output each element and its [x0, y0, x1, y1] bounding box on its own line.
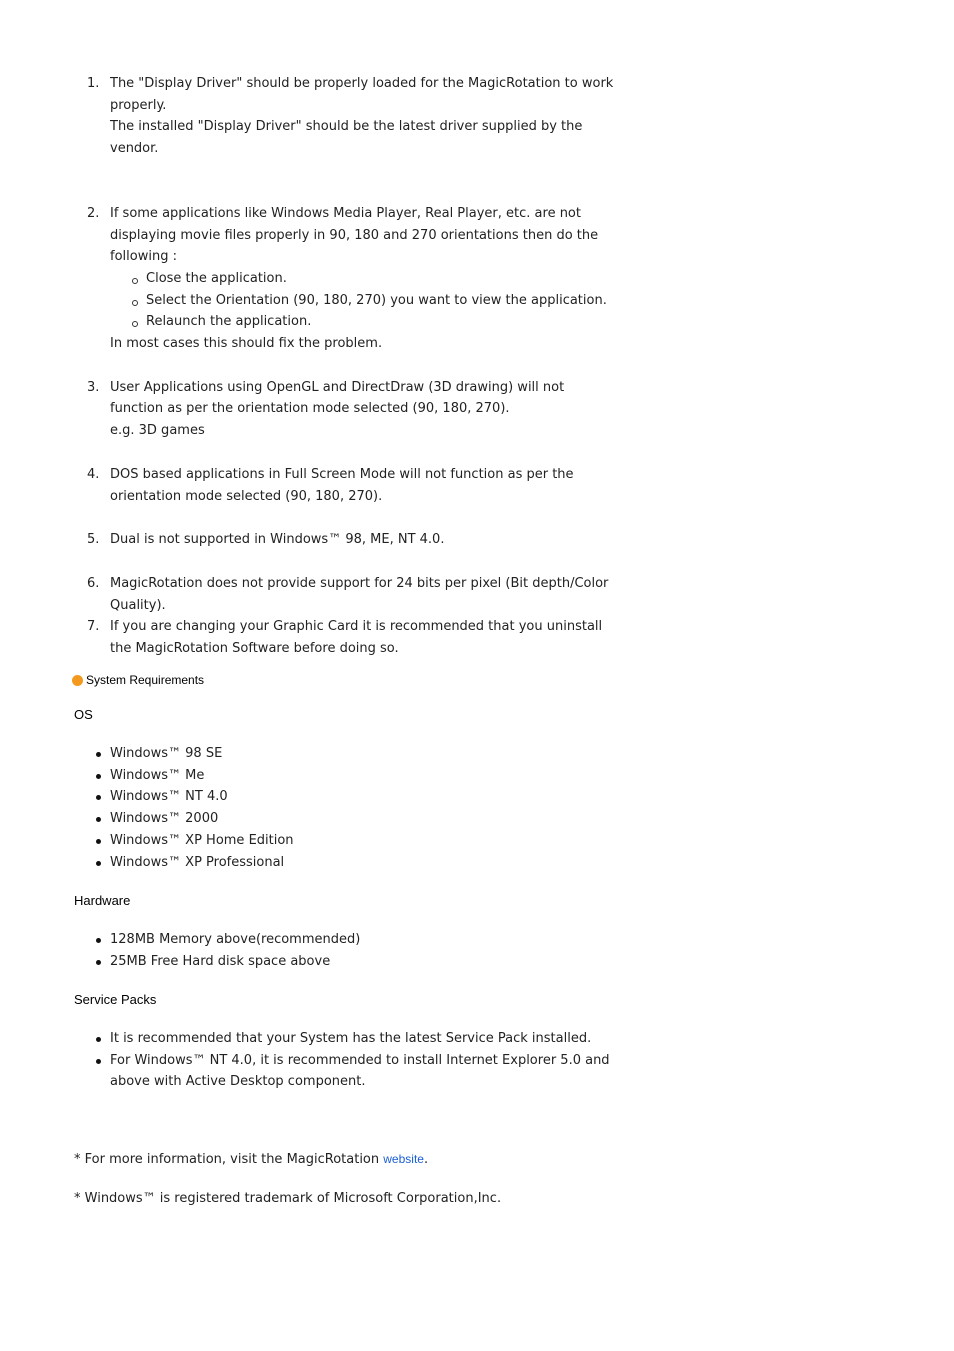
step-item: Close the application.	[132, 268, 620, 290]
os-list	[92, 743, 612, 873]
list-item	[80, 529, 620, 551]
list-item	[80, 377, 620, 442]
list-item: For Windows™ NT 4.0, it is recommended to install Internet Explorer 5.0 and above with Active Desktop component.	[92, 1050, 612, 1093]
circle-bullet-icon	[132, 300, 138, 306]
bullet-icon	[96, 774, 101, 779]
item-text: User Applications using OpenGL and DirectDraw (3D drawing) will not function as per the orientation mode selected (90, 180, 270).	[110, 379, 565, 417]
item-text: The "Display Driver" should be properly loaded for the MagicRotation to work properly.	[110, 76, 614, 113]
hardware-list	[92, 929, 612, 972]
item-number: 1.	[87, 76, 100, 91]
list-item: It is recommended that your System has the latest Service Pack installed.	[92, 1028, 612, 1050]
bullet-icon	[96, 861, 101, 866]
trademark-note: * Windows™ is registered trademark of Microsoft Corporation,Inc.	[74, 1191, 502, 1206]
bullet-icon	[96, 839, 101, 844]
item-text: The installed "Display Driver" should be the latest driver supplied by the vendor.	[110, 119, 583, 157]
item-number: 5.	[87, 532, 100, 548]
item-number: 3.	[87, 379, 100, 395]
bullet-icon	[96, 938, 101, 943]
item-text: If some applications like Windows Media Player, Real Player, etc. are not displaying movie files properly in 90, 180 and 270 orientations then do the following :	[110, 205, 599, 265]
item-text: Dual is not supported in Windows™ 98, ME, NT 4.0.	[110, 532, 445, 548]
item-number: 2.	[87, 205, 100, 221]
item-number: 4.	[87, 466, 100, 482]
circle-bullet-icon	[132, 321, 138, 327]
service-packs-list	[92, 1028, 612, 1093]
list-item: Windows™ NT 4.0	[92, 786, 612, 808]
list-item: Windows™ 98 SE	[92, 743, 612, 765]
section-title: System Requirements	[72, 673, 204, 687]
list-item	[80, 616, 620, 659]
bullet-icon	[96, 1037, 101, 1042]
step-item: Select the Orientation (90, 180, 270) you want to view the application.	[132, 290, 620, 312]
orange-dot-icon	[72, 675, 83, 686]
troubleshooting-list	[80, 73, 620, 660]
item-text: If you are changing your Graphic Card it is recommended that you uninstall the MagicRotation Software before doing so.	[110, 619, 603, 657]
list-item: Windows™ XP Home Edition	[92, 830, 612, 852]
item-text: e.g. 3D games	[110, 423, 205, 439]
item-number: 7.	[87, 619, 100, 635]
bullet-icon	[96, 1059, 101, 1064]
hardware-heading: Hardware	[74, 893, 131, 908]
bullet-icon	[96, 795, 101, 800]
item-number: 6.	[87, 575, 100, 591]
list-item	[80, 573, 620, 616]
item-text: In most cases this should fix the problem.	[110, 336, 383, 352]
bullet-icon	[96, 752, 101, 757]
steps-list	[110, 268, 620, 333]
list-item	[80, 464, 620, 507]
list-item: 25MB Free Hard disk space above	[92, 951, 612, 973]
list-item	[80, 73, 620, 160]
bullet-icon	[96, 817, 101, 822]
list-item	[80, 203, 620, 355]
bullet-icon	[96, 960, 101, 965]
step-item: Relaunch the application.	[132, 311, 620, 333]
item-text: DOS based applications in Full Screen Mode will not function as per the orientation mode selected (90, 180, 270).	[110, 466, 574, 504]
website-link[interactable]: website	[383, 1152, 424, 1166]
list-item: Windows™ XP Professional	[92, 852, 612, 874]
list-item: Windows™ Me	[92, 765, 612, 787]
item-text: MagicRotation does not provide support for 24 bits per pixel (Bit depth/Color Quality).	[110, 575, 609, 613]
os-heading: OS	[74, 707, 93, 722]
list-item: Windows™ 2000	[92, 808, 612, 830]
service-packs-heading: Service Packs	[74, 992, 157, 1007]
more-info-note: * For more information, visit the MagicRotation website.	[74, 1152, 429, 1167]
list-item: 128MB Memory above(recommended)	[92, 929, 612, 951]
circle-bullet-icon	[132, 278, 138, 284]
